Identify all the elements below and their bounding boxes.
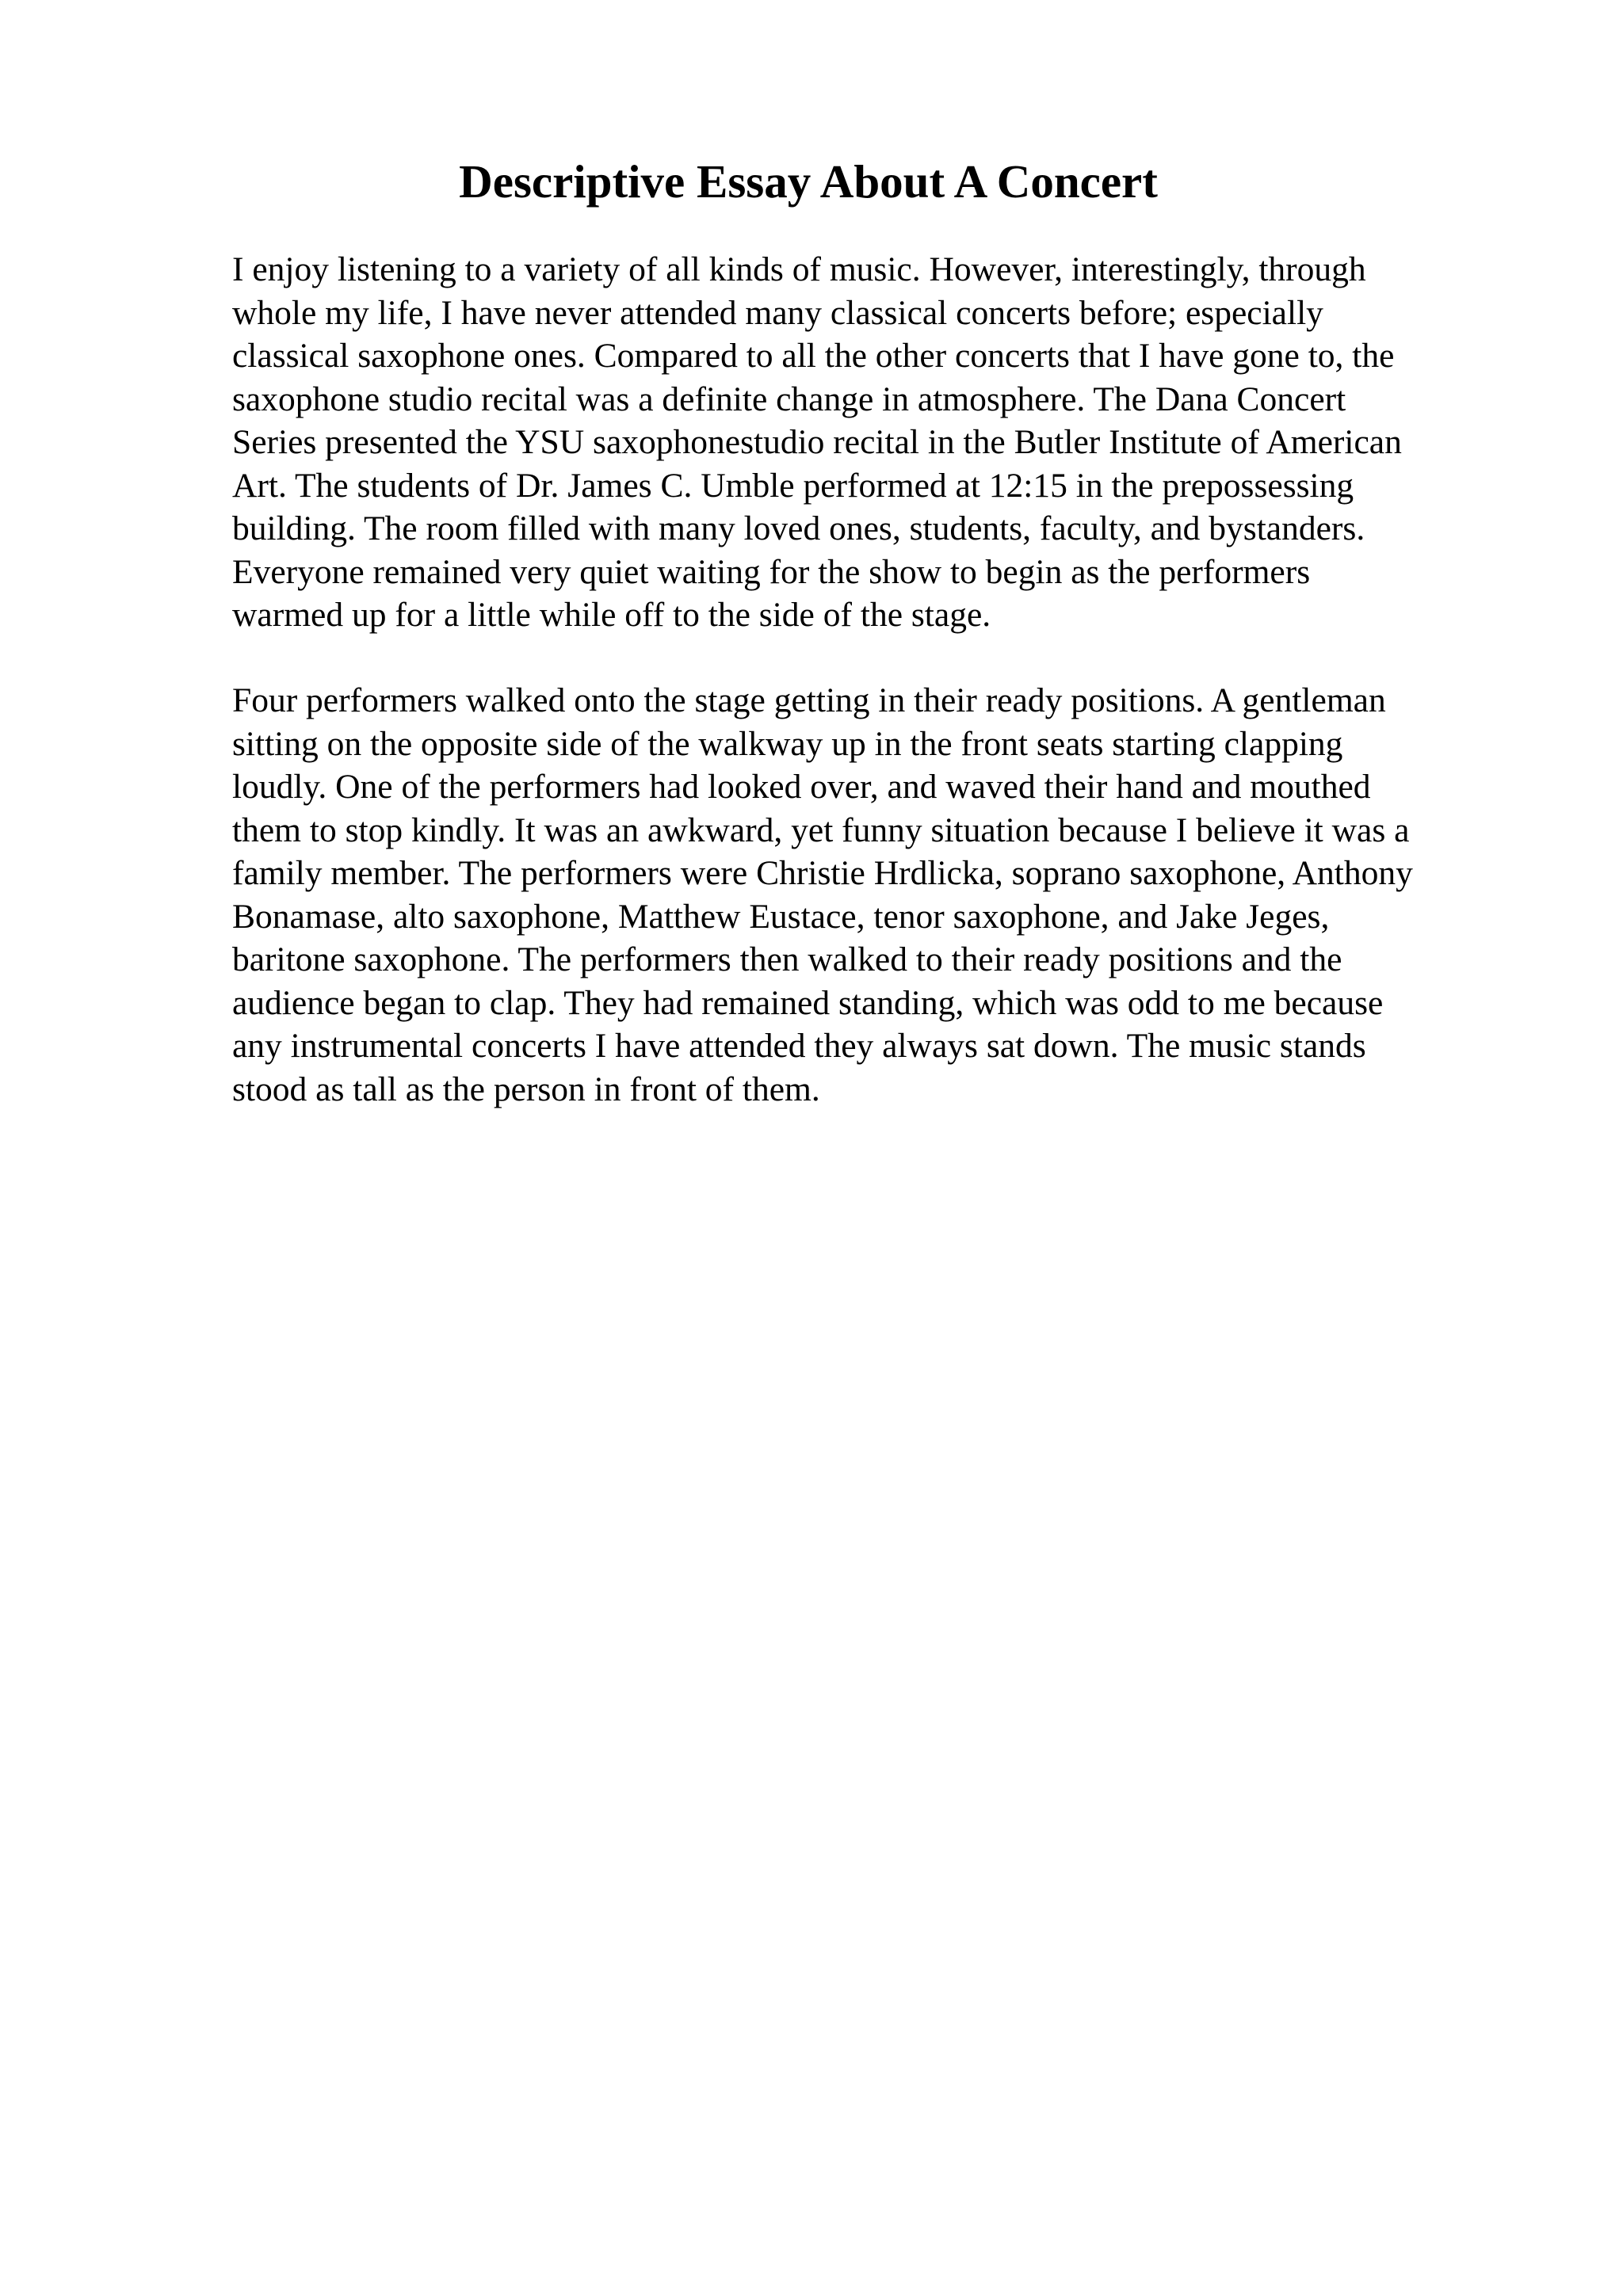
paragraph-line: loudly. One of the performers had looked over, and waved their hand and mouthed xyxy=(232,768,1371,806)
paragraph-2 xyxy=(232,679,1516,1111)
paragraph-line: stood as tall as the person in front of them. xyxy=(232,1070,820,1108)
paragraph-line: classical saxophone ones. Compared to all the other concerts that I have gone to, the xyxy=(232,337,1395,375)
paragraph-line: I enjoy listening to a variety of all kinds of music. However, interestingly, through xyxy=(232,250,1366,288)
paragraph-line: family member. The performers were Christie Hrdlicka, soprano saxophone, Anthony xyxy=(232,854,1413,892)
paragraph-1 xyxy=(232,248,1516,637)
paragraph-line: Series presented the YSU saxophonestudio recital in the Butler Institute of American xyxy=(232,423,1402,461)
paragraph-line: Everyone remained very quiet waiting for the show to begin as the performers xyxy=(232,552,1311,591)
paragraph-line: sitting on the opposite side of the walkway up in the front seats starting clapping xyxy=(232,724,1343,763)
paragraph-line: audience began to clap. They had remained standing, which was odd to me because xyxy=(232,983,1384,1022)
paragraph-line: warmed up for a little while off to the side of the stage. xyxy=(232,596,991,634)
paragraph-line: Bonamase, alto saxophone, Matthew Eustace, tenor saxophone, and Jake Jeges, xyxy=(232,897,1330,936)
paragraph-line: any instrumental concerts I have attended they always sat down. The music stands xyxy=(232,1027,1366,1065)
paragraph-line: saxophone studio recital was a definite change in atmosphere. The Dana Concert xyxy=(232,379,1346,418)
paragraph-line: Art. The students of Dr. James C. Umble performed at 12:15 in the prepossessing xyxy=(232,466,1354,505)
paragraph-line: building. The room filled with many loved ones, students, faculty, and bystanders. xyxy=(232,509,1365,547)
paragraph-line: Four performers walked onto the stage getting in their ready positions. A gentleman xyxy=(232,681,1386,719)
page-title: Descriptive Essay About A Concert xyxy=(459,155,1158,208)
paragraph-line: baritone saxophone. The performers then walked to their ready positions and the xyxy=(232,940,1342,978)
paragraph-line: whole my life, I have never attended many classical concerts before; especially xyxy=(232,293,1323,332)
paragraph-line: them to stop kindly. It was an awkward, yet funny situation because I believe it was a xyxy=(232,810,1410,849)
